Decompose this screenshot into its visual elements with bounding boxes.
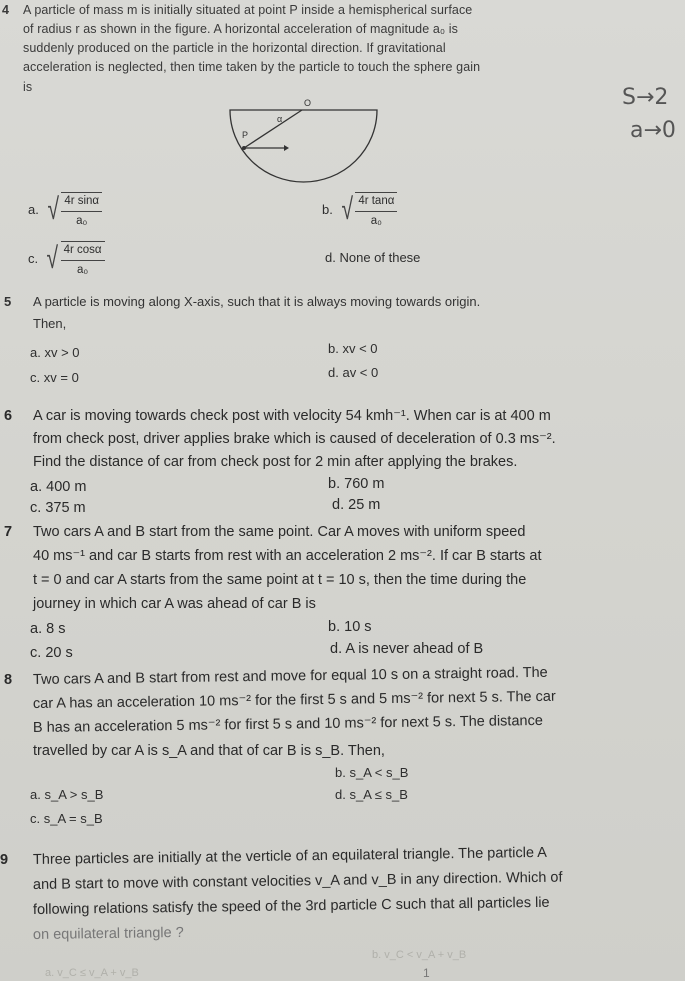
sqrt-icon: √ — [341, 193, 353, 226]
option-label: b. — [335, 765, 346, 780]
option-label: c. — [28, 251, 39, 266]
option-text: s_A ≤ s_B — [349, 787, 408, 802]
q4-line-5: is — [23, 80, 33, 94]
q8-line-3: B has an acceleration 5 ms⁻² for first 5 s and 10 ms⁻² for next 5 s. The distance — [32, 712, 543, 736]
q7-option-a[interactable] — [30, 621, 65, 638]
q9-line-4: on equilateral triangle ? — [32, 924, 184, 943]
q7-option-b[interactable] — [328, 619, 372, 636]
q7-line-2: 40 ms⁻¹ and car B starts from rest with an acceleration 2 ms⁻². If car B starts at — [33, 548, 542, 564]
q4-line-1: A particle of mass m is initially situated at point P inside a hemispherical surface — [23, 3, 473, 17]
option-text: 10 s — [344, 619, 372, 635]
q9-option-a[interactable] — [45, 967, 139, 980]
numerator: 4r sinα — [61, 195, 102, 212]
option-label: a. — [30, 479, 43, 495]
option-label: a. — [30, 345, 41, 360]
handwritten-note-2: a→0 — [630, 118, 676, 143]
label-p: P — [242, 130, 249, 140]
q9-option-b[interactable] — [372, 949, 466, 962]
q7-option-c[interactable] — [30, 645, 73, 662]
q8-line-1: Two cars A and B start from rest and move for equal 10 s on a straight road. The — [32, 664, 548, 688]
question-number: 8 — [4, 672, 13, 688]
q6-option-a[interactable] — [30, 479, 86, 496]
radius-line — [244, 110, 302, 148]
q6-line-3: Find the distance of car from check post for 2 min after applying the brakes. — [33, 454, 518, 470]
question-4-marker: 4 — [2, 3, 10, 17]
label-o: O — [304, 98, 312, 108]
q6-line-1: A car is moving towards check post with velocity 54 kmh⁻¹. When car is at 400 m — [33, 408, 551, 424]
option-label: b. — [322, 202, 333, 217]
q4-line-2: of radius r as shown in the figure. A horizontal acceleration of magnitude a₀ is — [23, 22, 458, 36]
q6-option-b[interactable] — [328, 476, 384, 493]
option-label: c. — [30, 811, 41, 826]
q5-line-1: A particle is moving along X-axis, such that it is always moving towards origin. — [33, 294, 481, 309]
sqrt-icon: √ — [46, 242, 59, 275]
option-text: A is never ahead of B — [345, 641, 484, 657]
option-text: 400 m — [46, 479, 87, 495]
option-label: b. — [372, 949, 382, 961]
q4-option-b[interactable] — [322, 192, 397, 228]
q4-option-d[interactable] — [325, 250, 420, 266]
point-p — [242, 146, 246, 150]
q7-line-4: journey in which car A was ahead of car B is — [33, 596, 316, 612]
numerator: 4r tanα — [355, 195, 397, 212]
option-label: a. — [30, 787, 41, 802]
q5-option-b[interactable] — [328, 341, 378, 357]
option-label: b. — [328, 341, 339, 356]
option-label: a. — [45, 967, 55, 979]
option-text: v_C ≤ v_A + v_B — [57, 967, 139, 979]
option-label: c. — [30, 500, 42, 516]
q5-option-c[interactable] — [30, 370, 79, 386]
denominator: a₀ — [76, 215, 88, 227]
sqrt-icon: √ — [47, 193, 59, 226]
q9-line-2: and B start to move with constant velocities v_A and v_B in any direction. Which of — [32, 869, 563, 893]
option-label: d. — [330, 641, 343, 657]
q6-option-d[interactable] — [332, 497, 380, 514]
q4-option-a[interactable] — [28, 192, 102, 228]
q8-option-b[interactable] — [335, 765, 408, 781]
q6-option-c[interactable] — [30, 500, 86, 517]
q7-option-d[interactable] — [330, 641, 483, 658]
option-text: v_C < v_A + v_B — [384, 949, 467, 961]
q8-line-2: car A has an acceleration 10 ms⁻² for the first 5 s and 5 ms⁻² for next 5 s. The car — [32, 688, 556, 712]
option-label: c. — [30, 645, 42, 661]
q4-option-c[interactable] — [28, 241, 105, 277]
q9-line-3: following relations satisfy the speed of the 3rd particle C such that all particles lie — [32, 894, 550, 918]
q8-line-4: travelled by car A is s_A and that of car B is s_B. Then, — [33, 743, 385, 759]
q8-option-a[interactable] — [30, 787, 103, 803]
question-number: 7 — [4, 524, 13, 540]
q5-line-2: Then, — [33, 316, 67, 331]
option-text: s_A < s_B — [349, 765, 409, 780]
handwritten-note-1: S→2 — [622, 85, 669, 110]
denominator: a₀ — [76, 264, 89, 276]
option-text: 375 m — [45, 500, 86, 516]
q8-option-c[interactable] — [30, 811, 103, 827]
denominator: a₀ — [370, 215, 382, 227]
option-text: av < 0 — [342, 365, 379, 380]
label-alpha: α — [277, 114, 283, 124]
option-text: 20 s — [45, 645, 73, 661]
option-text: xv = 0 — [43, 370, 79, 385]
question-number: 5 — [4, 294, 12, 309]
q5-option-d[interactable] — [328, 365, 378, 381]
hemisphere-figure — [222, 96, 382, 184]
option-label: d. — [335, 787, 346, 802]
option-text: xv < 0 — [342, 341, 378, 356]
option-text: xv > 0 — [44, 345, 80, 360]
option-label: b. — [328, 476, 341, 492]
hemisphere-outline — [230, 110, 377, 182]
q5-option-a[interactable] — [30, 345, 80, 361]
option-label: d. — [325, 250, 336, 265]
q8-option-d[interactable] — [335, 787, 408, 803]
q4-line-3: suddenly produced on the particle in the horizontal direction. If gravitational — [23, 41, 446, 55]
option-text: 760 m — [344, 476, 385, 492]
q9-line-1: Three particles are initially at the verticle of an equilateral triangle. The particle A — [32, 844, 548, 868]
q7-line-3: t = 0 and car A starts from the same point at t = 10 s, then the time during the — [33, 572, 527, 588]
option-text: 8 s — [46, 621, 66, 637]
option-text: 25 m — [348, 497, 381, 513]
q4-line-4: acceleration is neglected, then time taken by the particle to touch the sphere gain — [23, 60, 481, 74]
fraction-numerator: 1 — [423, 966, 430, 980]
option-text: s_A = s_B — [43, 811, 103, 826]
numerator: 4r cosα — [61, 244, 105, 261]
question-number: 9 — [0, 852, 9, 868]
option-label: a. — [28, 202, 39, 217]
option-text: s_A > s_B — [44, 787, 104, 802]
option-label: b. — [328, 619, 341, 635]
question-number: 6 — [4, 408, 13, 424]
option-label: d. — [328, 365, 339, 380]
option-label: c. — [30, 370, 41, 385]
option-label: d. — [332, 497, 345, 513]
option-text: None of these — [339, 250, 421, 265]
q6-line-2: from check post, driver applies brake which is caused of deceleration of 0.3 ms⁻². — [33, 431, 556, 447]
q7-line-1: Two cars A and B start from the same point. Car A moves with uniform speed — [33, 524, 526, 540]
option-label: a. — [30, 621, 43, 637]
